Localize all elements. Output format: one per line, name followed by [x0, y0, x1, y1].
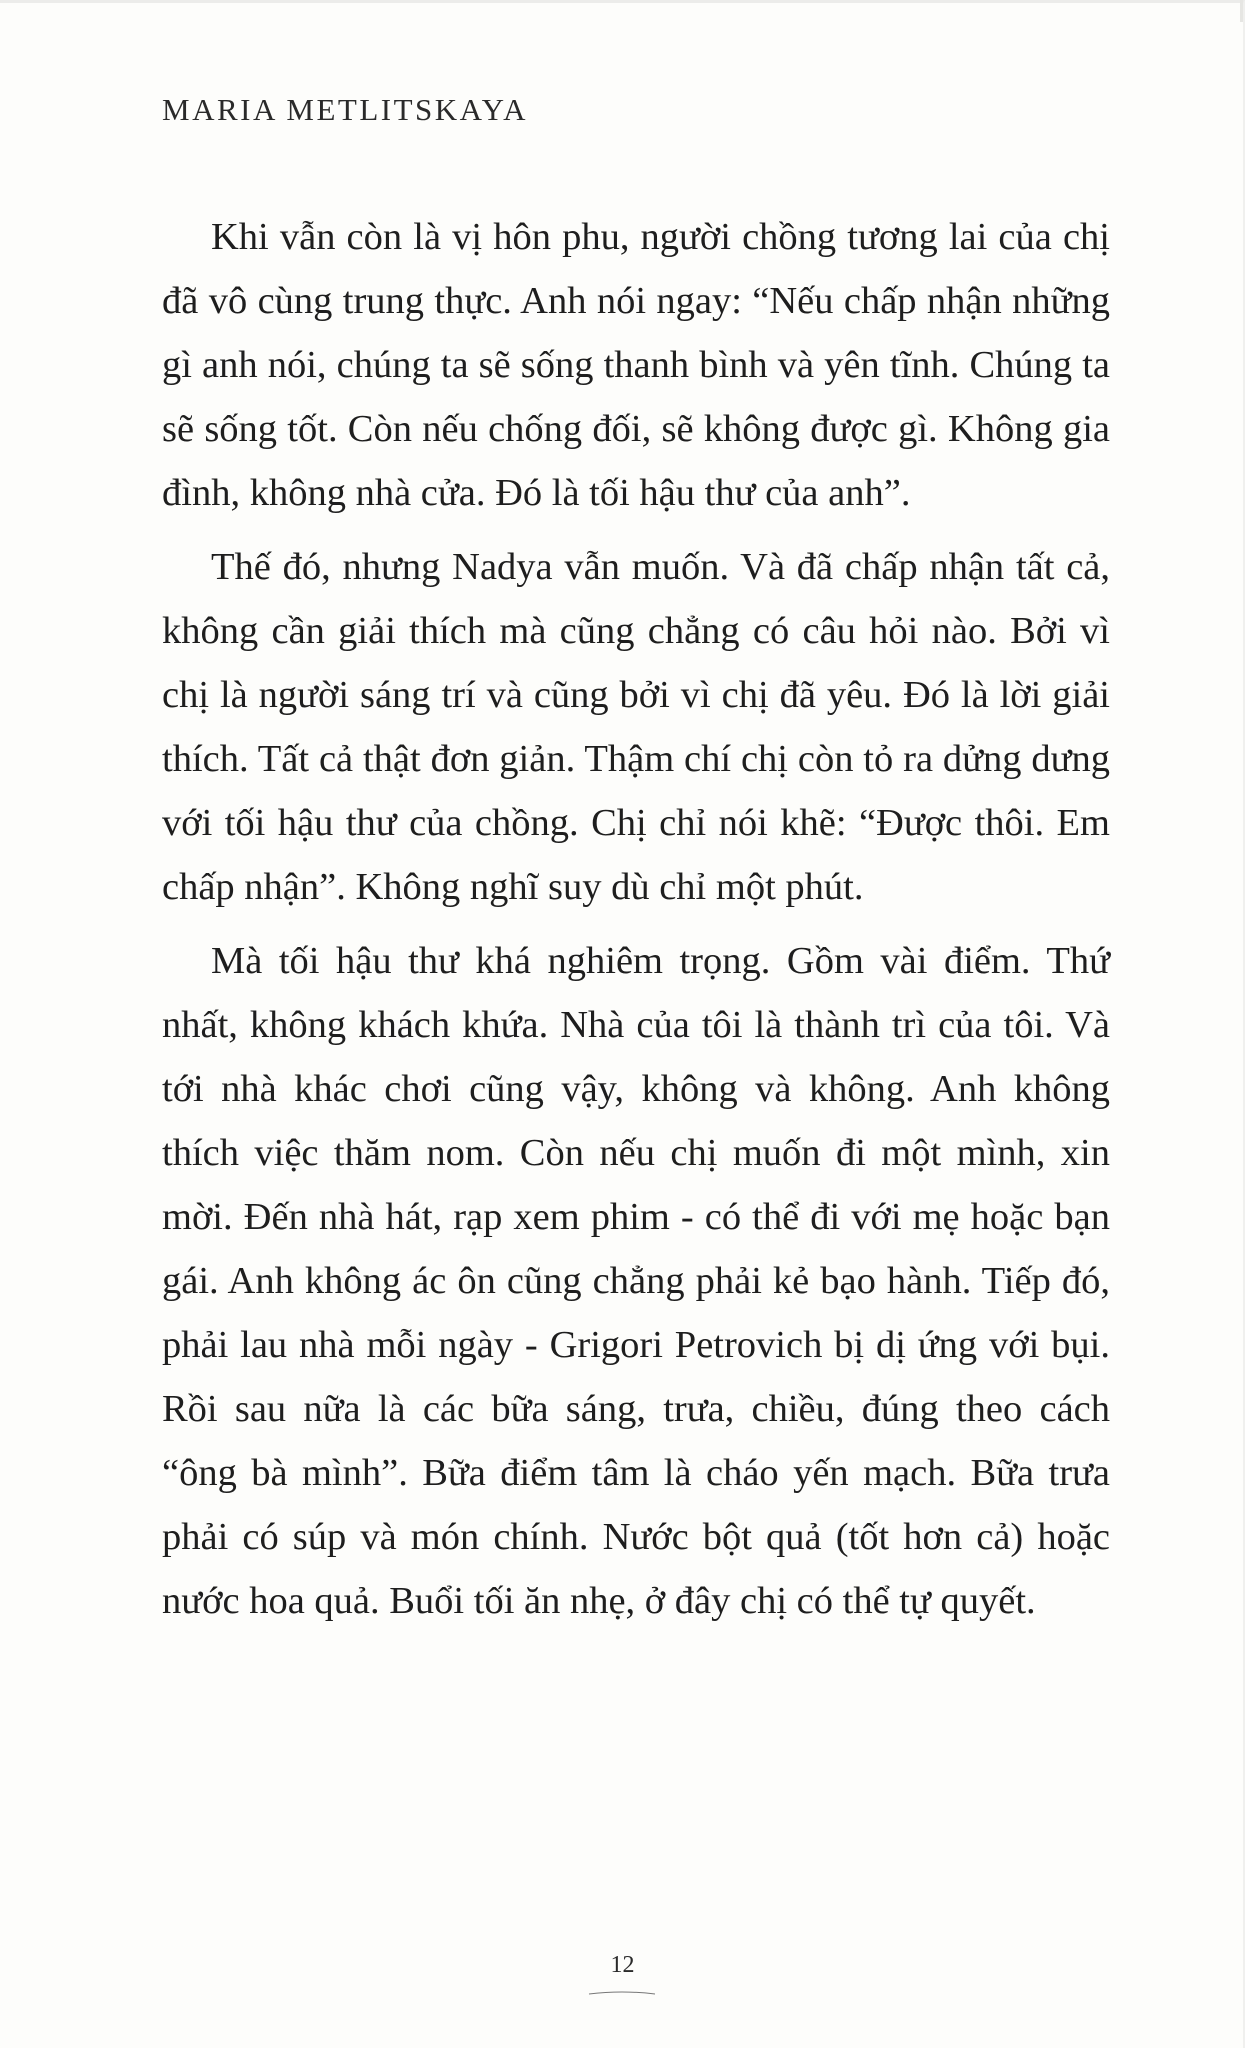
paragraph: Khi vẫn còn là vị hôn phu, người chồng tương lai của chị đã vô cùng trung thực. Anh nói ngay: “Nếu chấp nhận những gì anh nói, chúng ta sẽ sống thanh bình và yên tĩnh. Chúng ta sẽ sống tốt. Còn nếu chống đối, sẽ không được gì. Không gia đình, không nhà cửa. Đó là tối hậu thư của anh”.: [162, 216, 1110, 514]
page-edge-mark: [1240, 0, 1243, 22]
paragraph: Thế đó, nhưng Nadya vẫn muốn. Và đã chấp nhận tất cả, không cần giải thích mà cũng chẳng có câu hỏi nào. Bởi vì chị là người sáng trí và cũng bởi vì chị đã yêu. Đó là lời giải thích. Tất cả thật đơn giản. Thậm chí chị còn tỏ ra dửng dưng với tối hậu thư của chồng. Chị chỉ nói khẽ: “Được thôi. Em chấp nhận”. Không nghĩ suy dù chỉ một phút.: [162, 546, 1110, 908]
paragraph: Mà tối hậu thư khá nghiêm trọng. Gồm vài điểm. Thứ nhất, không khách khứa. Nhà của tôi là thành trì của tôi. Và tới nhà khác chơi cũng vậy, không và không. Anh không thích việc thăm nom. Còn nếu chị muốn đi một mình, xin mời. Đến nhà hát, rạp xem phim - có thể đi với mẹ hoặc bạn gái. Anh không ác ôn cũng chẳng phải kẻ bạo hành. Tiếp đó, phải lau nhà mỗi ngày - Grigori Petrovich bị dị ứng với bụi. Rồi sau nữa là các bữa sáng, trưa, chiều, đúng theo cách “ông bà mình”. Bữa điểm tâm là cháo yến mạch. Bữa trưa phải có súp và món chính. Nước bột quả (tốt hơn cả) hoặc nước hoa quả. Buổi tối ăn nhẹ, ở đây chị có thể tự quyết.: [162, 940, 1110, 1622]
running-header-author: MARIA METLITSKAYA: [162, 92, 529, 127]
page-number: 12: [610, 1952, 635, 1978]
body-text: [162, 205, 1110, 1643]
page-number-ornament-icon: [587, 1990, 657, 1996]
